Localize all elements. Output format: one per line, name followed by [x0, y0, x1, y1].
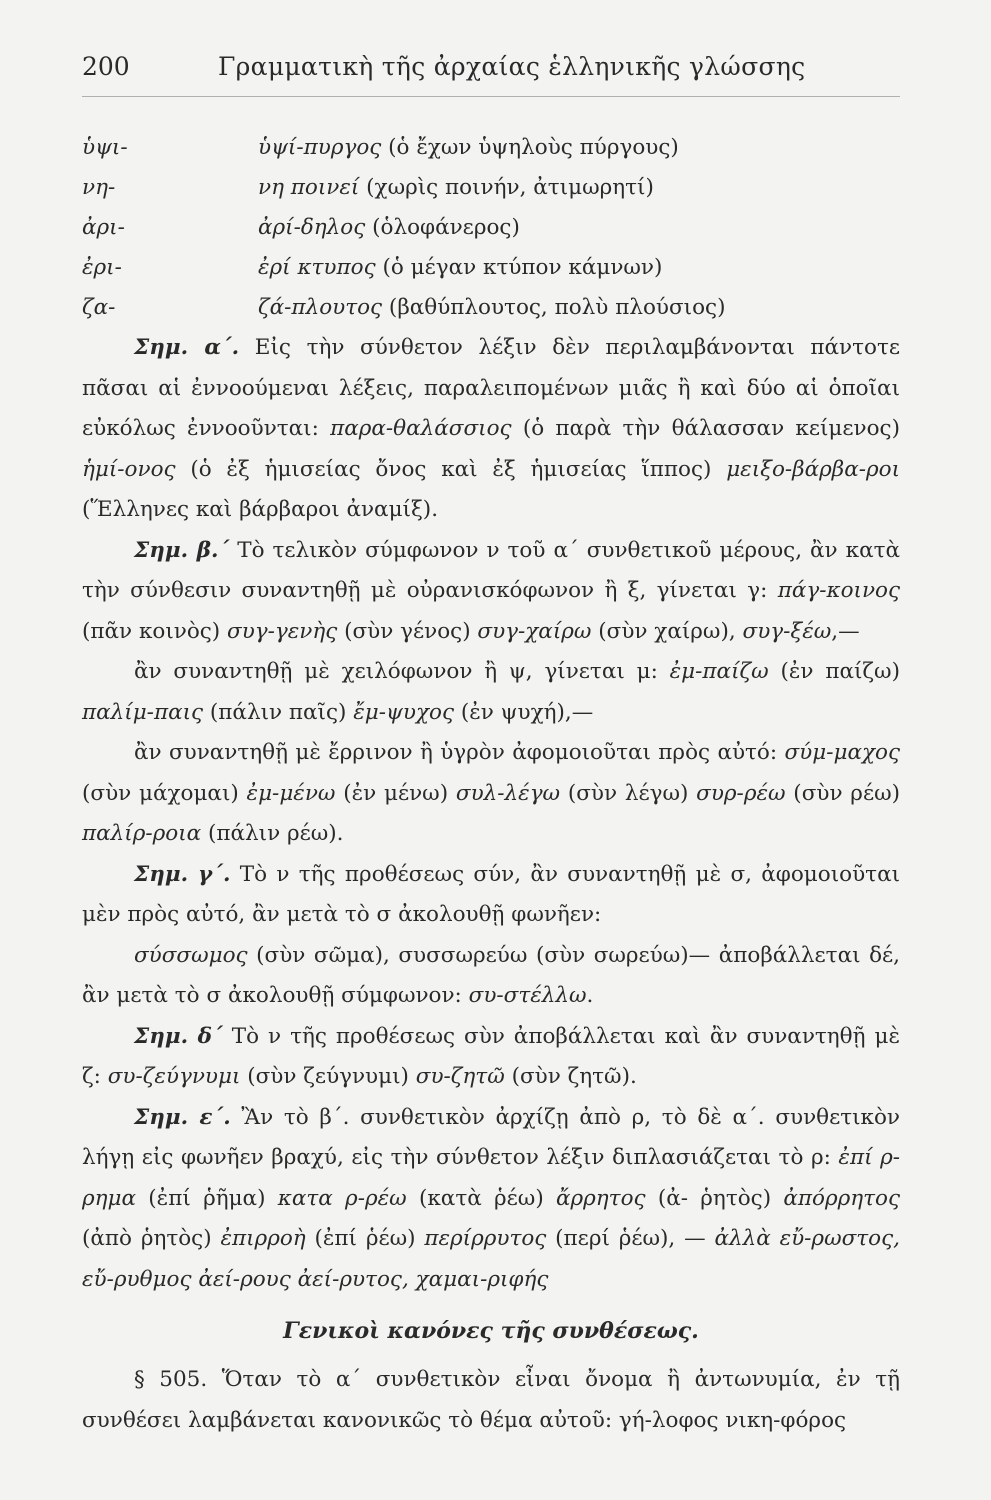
- prefix-example: [258, 128, 679, 168]
- running-title: Γραμματικὴ τῆς ἀρχαίας ἑλληνικῆς γλώσσης: [218, 52, 806, 81]
- note-text: ἂν συναντηθῇ μὲ χειλόφωνον ἢ ψ, γίνεται μ:: [134, 659, 670, 684]
- note-text: (ἀ- ῥητὸς): [645, 1185, 784, 1211]
- prefix: ὑψι-: [82, 135, 128, 160]
- gloss: (ὁ ἔχων ὑψηλοὺς πύργους): [381, 135, 679, 160]
- note-text: (σὺν ρέω): [785, 780, 900, 806]
- note-text: (ὁ ἐξ ἡμισείας ὄνος καὶ ἐξ ἡμισείας ἵππος): [175, 456, 727, 482]
- note-text: (Ἕλληνες καὶ βάρβαροι ἀναμίξ).: [82, 497, 439, 522]
- note-text: ἂν συναντηθῇ μὲ ἔρρινον ἢ ὑγρὸν ἀφομοιοῦται πρὸς αὐτό:: [134, 740, 785, 765]
- prefix-example-row: [82, 248, 900, 288]
- note-text: (περί ῥέω), —: [546, 1226, 715, 1251]
- note-label: Σημ. β.΄: [134, 537, 230, 563]
- compound-word: νη ποινεί: [258, 175, 360, 200]
- note-c: [82, 855, 900, 936]
- compound-word: ἐρί κτυπος: [258, 255, 376, 280]
- note-text: (ἐν παίζω): [768, 659, 900, 684]
- prefix: ἐρι-: [82, 255, 122, 280]
- compound-word: ὑψί-πυργος: [258, 135, 382, 160]
- prefix-example: [258, 248, 662, 288]
- note-text: (σὺν γένος): [337, 618, 478, 644]
- note-e: [82, 1098, 900, 1301]
- gloss: (ὁλοφάνερος): [365, 215, 520, 240]
- example-word: πάγ-κοινος: [777, 578, 900, 603]
- example-word: ἡμί-ονος: [82, 456, 176, 482]
- example-word: ἐμ-μένω: [246, 780, 336, 806]
- note-text: (κατὰ ῥέω): [406, 1185, 556, 1211]
- example-word: γή-λοφος νικη-φόρος: [618, 1407, 847, 1433]
- page-body: [82, 128, 900, 1441]
- example-word: παρα-θαλάσσιος: [330, 416, 512, 441]
- prefix: ζα-: [82, 295, 116, 320]
- example-word: ἐπί ρ-ρημα: [82, 1145, 900, 1211]
- prefix-example-row: [82, 168, 900, 208]
- note-d: [82, 1017, 900, 1098]
- note-text: (ἐν μένω): [335, 780, 456, 806]
- page-number: 200: [82, 52, 130, 81]
- example-word: μειξο-βάρβα-ροι: [726, 456, 900, 482]
- example-word: παλίρ-ροια: [82, 821, 202, 846]
- example-word: κατα ρ-ρέω: [277, 1185, 407, 1211]
- paragraph-text: § 505. Ὅταν τὸ α΄ συνθετικὸν εἶναι ὄνομα ἢ ἀντωνυμία, ἐν τῇ συνθέσει λαμβάνεται κανονικῶς τὸ θέμα αὐτοῦ:: [82, 1367, 900, 1433]
- note-text: (ἐν ψυχή),—: [453, 699, 594, 725]
- example-word: ἐπιρροὴ: [220, 1226, 306, 1251]
- header-rule: [82, 96, 900, 97]
- note-text: Ἂν τὸ β΄. συνθετικὸν ἀρχίζῃ ἀπὸ ρ, τὸ δὲ α΄. συνθετικὸν λήγῃ εἰς φωνῆεν βραχύ, εἰς τὴν σύνθετον λέξιν διπλασιάζεται τὸ ρ:: [82, 1104, 900, 1170]
- note-b-labial: [82, 652, 900, 733]
- gloss: (χωρὶς ποινήν, ἀτιμωρητί): [359, 175, 654, 200]
- example-word: συγ-γενὴς: [227, 618, 338, 644]
- note-label: Σημ. γ΄.: [134, 861, 231, 887]
- example-word: ἀπόρρητος: [783, 1185, 901, 1211]
- note-text: Εἰς τὴν σύνθετον λέξιν δὲν περιλαμβάνονται πάντοτε πᾶσαι αἱ ἐννοούμεναι λέξεις, παραλειπομένων μιᾶς ἢ καὶ δύο αἱ ὁποῖαι εὐκόλως ἐννοοῦνται:: [82, 335, 900, 441]
- example-word: ἀλλὰ εὔ-ρωστος, εὔ-ρυθμος ἀεί-ρους ἀεί-ρυτος, χαμαι-ριφής: [82, 1226, 900, 1292]
- example-word: συγ-ξέω: [742, 618, 832, 644]
- note-text: (σὺν ζητῶ).: [504, 1064, 637, 1089]
- example-word: ἄρρητος: [556, 1185, 646, 1211]
- example-word: σύμ-μαχος: [784, 740, 900, 765]
- note-text: (ἐπί ῥῆμα): [136, 1185, 278, 1211]
- example-word: παλίμ-παις: [82, 699, 204, 725]
- example-word: ἐμ-παίζω: [669, 659, 769, 684]
- note-text: .: [586, 983, 594, 1008]
- example-word: ἔμ-ψυχος: [353, 699, 454, 725]
- compound-word: ζά-πλουτος: [258, 295, 383, 320]
- note-b-nasal: [82, 733, 900, 855]
- prefix-example: [258, 288, 725, 328]
- note-label: Σημ. δ΄: [134, 1023, 223, 1049]
- example-word: συ-ζεύγνυμι: [107, 1064, 241, 1089]
- prefix-example-row: [82, 288, 900, 328]
- note-text: (πάλιν παῖς): [203, 699, 354, 725]
- note-text: (σὺν μάχομαι): [82, 780, 247, 806]
- note-text: ,—: [831, 618, 860, 644]
- note-text: (ἀπὸ ῥητὸς): [82, 1226, 221, 1251]
- note-text: (σὺν λέγω): [560, 780, 697, 806]
- note-label: Σημ. α΄.: [134, 335, 240, 360]
- section-heading: Γενικοὶ κανόνες τῆς συνθέσεως.: [283, 1318, 699, 1344]
- note-text: Τὸ ν τῆς προθέσεως σὺν ἀποβάλλεται καὶ ἂν συναντηθῇ μὲ ζ:: [82, 1023, 900, 1089]
- example-word: σύσσωμος: [134, 942, 248, 968]
- note-text: Τὸ ν τῆς προθέσεως σύν, ἂν συναντηθῇ μὲ σ, ἀφομοιοῦται μὲν πρὸς αὐτό, ἂν μετὰ τὸ σ ἀκολουθῇ φωνῆεν:: [82, 861, 901, 927]
- note-text: (ἐπί ῥέω): [305, 1226, 425, 1251]
- note-text: (σὺν χαίρω),: [591, 618, 743, 644]
- prefix: ἀρι-: [82, 215, 125, 240]
- example-word: περίρρυτος: [424, 1226, 547, 1251]
- prefix-example: [258, 208, 520, 248]
- prefix-example-row: [82, 128, 900, 168]
- note-text: Τὸ τελικὸν σύμφωνον ν τοῦ α΄ συνθετικοῦ μέρους, ἂν κατὰ τὴν σύνθεσιν συναντηθῇ μὲ οὐρανισκόφωνον ἢ ξ, γίνεται γ:: [82, 537, 901, 603]
- note-a: [82, 328, 900, 531]
- example-word: συλ-λέγω: [455, 780, 561, 806]
- note-text: (ὁ παρὰ τὴν θάλασσαν κείμενος): [511, 416, 900, 441]
- note-text: (πᾶν κοινὸς): [82, 618, 228, 644]
- example-word: συγ-χαίρω: [477, 618, 592, 644]
- gloss: (ὁ μέγαν κτύπον κάμνων): [375, 255, 663, 280]
- prefix: νη-: [82, 175, 116, 200]
- compound-word: ἀρί-δηλος: [258, 215, 366, 240]
- example-word: συ-στέλλω: [468, 983, 587, 1008]
- example-word: συ-ζητῶ: [415, 1064, 505, 1089]
- prefix-example: [258, 168, 654, 208]
- prefix-example-row: [82, 208, 900, 248]
- note-text: (σὺν ζεύγνυμι): [240, 1064, 416, 1089]
- note-label: Σημ. ε΄.: [134, 1104, 231, 1130]
- note-text: (σὺν σῶμα), συσσωρεύω (σὺν σωρεύω)— ἀποβάλλεται δέ, ἂν μετὰ τὸ σ ἀκολουθῇ σύμφωνον:: [82, 942, 900, 1008]
- page-header: [82, 52, 902, 92]
- paragraph-505: [82, 1360, 900, 1441]
- gloss: (βαθύπλουτος, πολὺ πλούσιος): [382, 295, 726, 320]
- note-text: (πάλιν ρέω).: [201, 821, 344, 846]
- example-word: συρ-ρέω: [696, 780, 786, 806]
- note-b: [82, 531, 900, 653]
- note-c-continued: [82, 936, 900, 1017]
